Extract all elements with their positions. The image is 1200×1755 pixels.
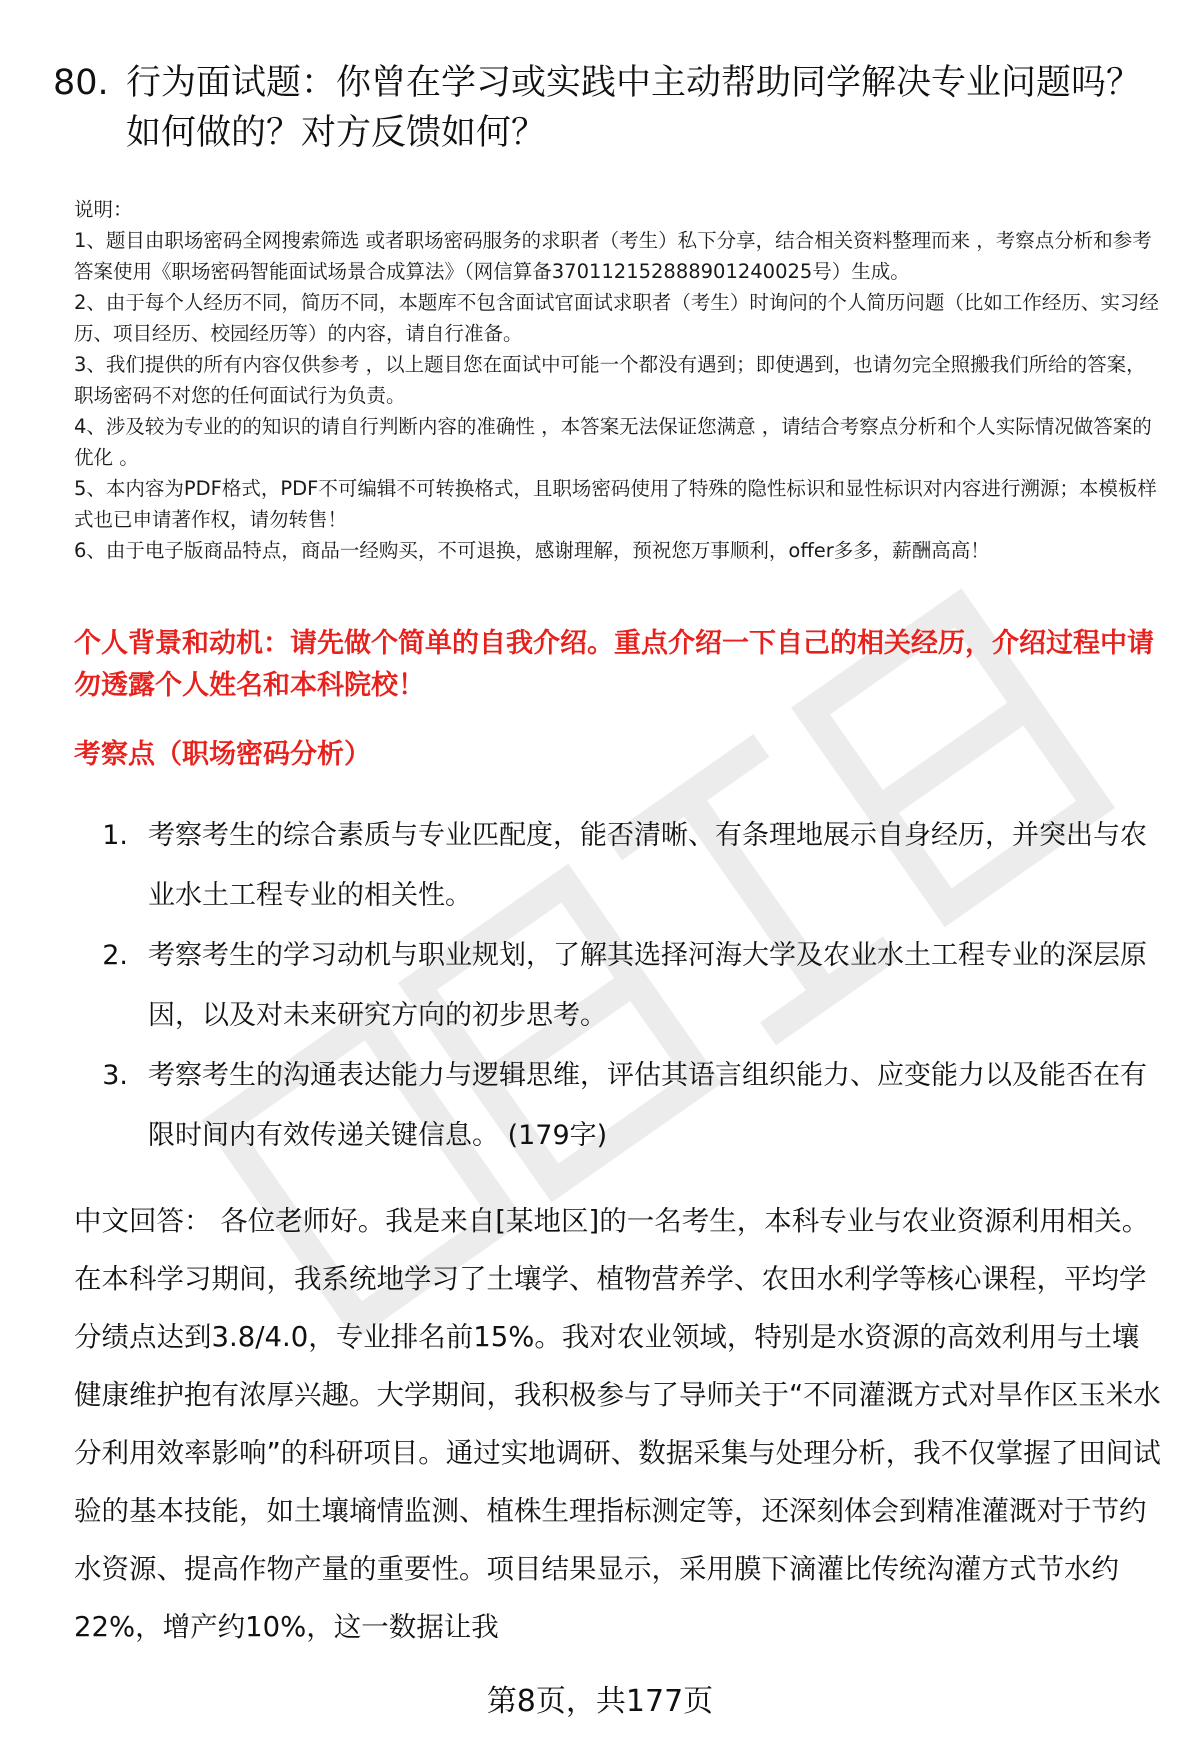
list-item-number: 2. (102, 940, 128, 971)
list-item (74, 806, 1164, 926)
list-item-number: 1. (102, 820, 128, 851)
list-item-text: 考察考生的学习动机与职业规划，了解其选择河海大学及农业水土工程专业的深层原因，以及对未来研究方向的初步思考。 (148, 940, 1147, 1031)
notes-heading: 说明： (74, 198, 133, 221)
question-text: 行为面试题：你曾在学习或实践中主动帮助同学解决专业问题吗？如何做的？对方反馈如何？ (126, 63, 1142, 153)
notes-item: 2、由于每个人经历不同，简历不同，本题库不包含面试官面试求职者（考生）时询问的个人简历问题（比如工作经历、实习经历、项目经历、校园经历等）的内容，请自行准备。 (74, 291, 1159, 345)
question-number: 80. (53, 63, 109, 103)
list-item-number: 3. (102, 1060, 128, 1091)
analysis-points (74, 806, 1164, 1166)
notes-section (74, 194, 1164, 566)
list-item (74, 926, 1164, 1046)
notes-item: 5、本内容为PDF格式，PDF不可编辑不可转换格式，且职场密码使用了特殊的隐性标识和显性标识对内容进行溯源；本模板样式也已申请著作权，请勿转售！ (74, 477, 1157, 531)
analysis-heading: 考察点（职场密码分析） (74, 739, 371, 770)
section-heading: 个人背景和动机：请先做个简单的自我介绍。重点介绍一下自己的相关经历，介绍过程中请勿透露个人姓名和本科院校！ (74, 628, 1154, 701)
page-footer: 第8页，共177页 (486, 1684, 714, 1719)
list-item-text: 考察考生的综合素质与专业匹配度，能否清晰、有条理地展示自身经历，并突出与农业水土工程专业的相关性。 (148, 820, 1147, 911)
list-item (74, 1046, 1164, 1166)
notes-item: 1、题目由职场密码全网搜索筛选 或者职场密码服务的求职者（考生）私下分享，结合相关资料整理而来 ，考察点分析和参考答案使用《职场密码智能面试场景合成算法》（网信算备370112152888901240025号）生成。 (74, 229, 1152, 283)
answer-paragraph: 中文回答： 各位老师好。我是来自[某地区]的一名考生，本科专业与农业资源利用相关。在本科学习期间，我系统地学习了土壤学、植物营养学、农田水利学等核心课程，平均学分绩点达到3.8/4.0，专业排名前15%。我对农业领域，特别是水资源的高效利用与土壤健康维护抱有浓厚兴趣。大学期间，我积极参与了导师关于“不同灌溉方式对旱作区玉米水分利用效率影响”的科研项目。通过实地调研、数据采集与处理分析，我不仅掌握了田间试验的基本技能，如土壤墒情监测、植株生理指标测定等，还深刻体会到精准灌溉对于节约水资源、提高作物产量的重要性。项目结果显示，采用膜下滴灌比传统沟灌方式节水约22%，增产约10%，这一数据让我 (74, 1205, 1161, 1643)
notes-item: 3、我们提供的所有内容仅供参考 ，以上题目您在面试中可能一个都没有遇到；即使遇到，也请勿完全照搬我们所给的答案，职场密码不对您的任何面试行为负责。 (74, 353, 1146, 407)
notes-item: 4、涉及较为专业的的知识的请自行判断内容的准确性 ，本答案无法保证您满意 ，请结合考察点分析和个人实际情况做答案的优化 。 (74, 415, 1152, 469)
question-title (53, 58, 1163, 158)
notes-item: 6、由于电子版商品特点，商品一经购买，不可退换，感谢理解，预祝您万事顺利，offer多多，薪酬高高！ (74, 539, 990, 562)
list-item-text: 考察考生的沟通表达能力与逻辑思维，评估其语言组织能力、应变能力以及能否在有限时间内有效传递关键信息。 (179字) (148, 1060, 1147, 1151)
